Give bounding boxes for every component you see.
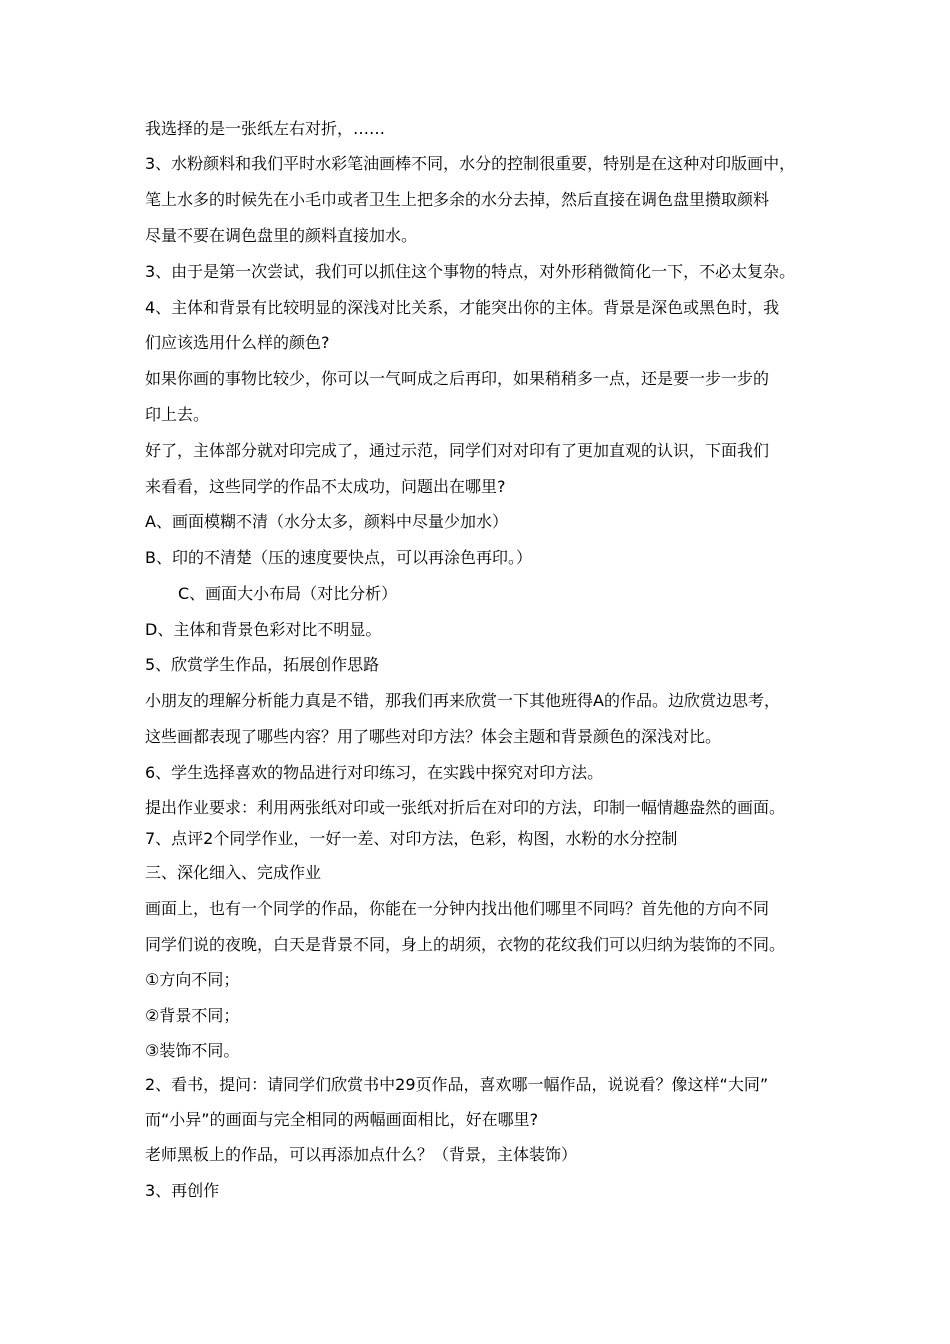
text-line: 笔上水多的时候先在小毛巾或者卫生上把多余的水分去掉，然后直接在调色盘里攒取颜料 xyxy=(145,190,770,209)
text-line: 3、由于是第一次尝试，我们可以抓住这个事物的特点，对外形稍微简化一下，不必太复杂。 xyxy=(145,262,796,281)
text-line: 来看看，这些同学的作品不太成功，问题出在哪里? xyxy=(145,477,506,496)
text-line: 好了，主体部分就对印完成了，通过示范，同学们对对印有了更加直观的认识，下面我们 xyxy=(145,441,770,460)
text-line: 印上去。 xyxy=(145,405,210,424)
text-line: B、印的不清楚（压的速度要快点，可以再涂色再印。） xyxy=(145,548,532,567)
text-line: 3、水粉颜料和我们平时水彩笔油画棒不同，水分的控制很重要，特别是在这种对印版画中， xyxy=(145,154,796,173)
text-line: 同学们说的夜晚，白天是背景不同，身上的胡须，衣物的花纹我们可以归纳为装饰的不同。 xyxy=(145,935,786,954)
text-line: 6、学生选择喜欢的物品进行对印练习，在实践中探究对印方法。 xyxy=(145,763,604,782)
text-line: 三、深化细入、完成作业 xyxy=(145,863,322,882)
text-line: D、主体和背景色彩对比不明显。 xyxy=(145,620,382,639)
text-line: ②背景不同； xyxy=(145,1006,240,1025)
text-line: 提出作业要求：利用两张纸对印或一张纸对折后在对印的方法，印制一幅情趣盎然的画面。 xyxy=(145,798,786,817)
text-line: A、画面模糊不清（水分太多，颜料中尽量少加水） xyxy=(145,512,508,531)
text-line: 3、再创作 xyxy=(145,1181,220,1200)
text-line: 画面上，也有一个同学的作品，你能在一分钟内找出他们哪里不同吗？首先他的方向不同 xyxy=(145,899,770,918)
text-line: 5、欣赏学生作品，拓展创作思路 xyxy=(145,655,380,674)
text-line: 4、主体和背景有比较明显的深浅对比关系，才能突出你的主体。背景是深色或黑色时，我 xyxy=(145,298,780,317)
text-line: 老师黑板上的作品，可以再添加点什么？（背景，主体装饰） xyxy=(145,1145,578,1164)
text-line: 我选择的是一张纸左右对折，…… xyxy=(145,119,386,138)
text-line: 小朋友的理解分析能力真是不错，那我们再来欣赏一下其他班得A的作品。边欣赏边思考， xyxy=(145,691,780,710)
text-line: 这些画都表现了哪些内容？用了哪些对印方法？体会主题和背景颜色的深浅对比。 xyxy=(145,727,722,746)
text-line: ③装饰不同。 xyxy=(145,1041,240,1060)
text-line: 而“小异”的画面与完全相同的两幅画面相比，好在哪里? xyxy=(145,1110,539,1129)
text-line: 2、看书，提问：请同学们欣赏书中29页作品，喜欢哪一幅作品，说说看？像这样“大同” xyxy=(145,1075,769,1094)
text-line: 如果你画的事物比较少，你可以一气呵成之后再印，如果稍稍多一点，还是要一步一步的 xyxy=(145,369,770,388)
text-line: 7、点评2个同学作业，一好一差、对印方法，色彩，构图，水粉的水分控制 xyxy=(145,829,678,848)
text-line: 尽量不要在调色盘里的颜料直接加水。 xyxy=(145,226,418,245)
text-line: 们应该选用什么样的颜色? xyxy=(145,333,330,352)
text-line: ①方向不同； xyxy=(145,970,240,989)
text-line: C、画面大小布局（对比分析） xyxy=(178,584,398,603)
